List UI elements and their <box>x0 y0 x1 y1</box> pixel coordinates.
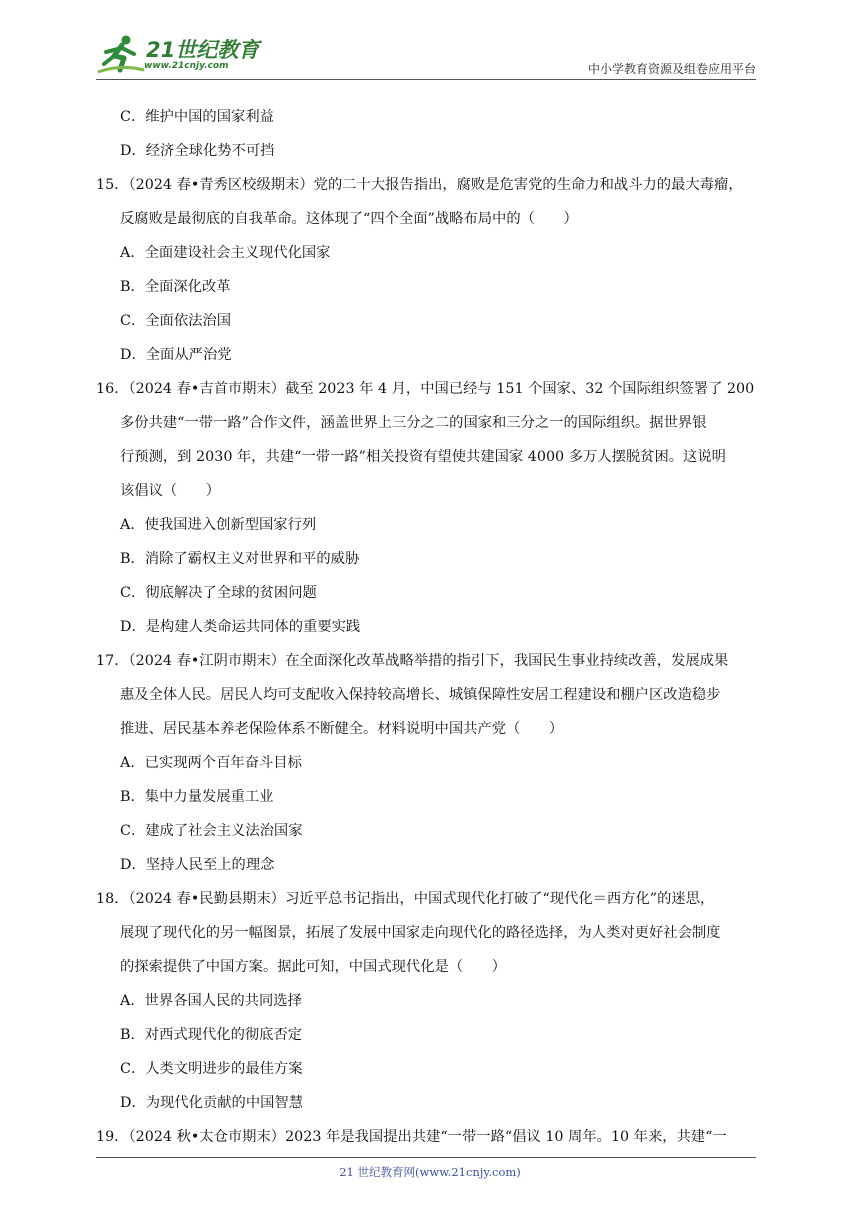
runner-logo-icon <box>96 34 146 76</box>
site-logo[interactable] <box>96 34 266 76</box>
question-stem-line: 多份共建“一带一路”合作文件，涵盖世界上三分之二的国家和三分之一的国际组织。据世界银 <box>120 415 707 431</box>
question-stem-17: 17．（2024 春•江阴市期末）在全面深化改革战略举措的指引下，我国民生事业持续改善，发展成果 <box>96 653 729 669</box>
question-stem-line: 惠及全体人民。居民人均可支配收入保持较高增长、城镇保障性安居工程建设和棚户区改造稳步 <box>120 687 721 703</box>
question-stem-15: 15．（2024 春•青秀区校级期末）党的二十大报告指出，腐败是危害党的生命力和战斗力的最大毒瘤， <box>96 177 743 193</box>
option-line: B．全面深化改革 <box>120 279 231 295</box>
option-line: A．已实现两个百年奋斗目标 <box>120 755 302 771</box>
option-line: B．集中力量发展重工业 <box>120 789 274 805</box>
page-footer[interactable]: 21 世纪教育网(www.21cnjy.com) <box>339 1165 521 1179</box>
question-stem-19: 19．（2024 秋•太仓市期末）2023 年是我国提出共建“一带一路“倡议 10 周年。10 年来，共建“一 <box>96 1129 727 1145</box>
platform-name: 中小学教育资源及组卷应用平台 <box>587 62 756 76</box>
option-line: A．全面建设社会主义现代化国家 <box>120 245 331 261</box>
option-line: B．消除了霸权主义对世界和平的威胁 <box>120 551 360 567</box>
question-stem-line: 该倡议（ ） <box>120 483 221 499</box>
option-line: C．人类文明进步的最佳方案 <box>120 1061 303 1077</box>
option-line: D．坚持人民至上的理念 <box>120 857 275 873</box>
option-line: C．彻底解决了全球的贫困问题 <box>120 585 317 601</box>
header-divider <box>96 79 756 80</box>
question-stem-line: 展现了现代化的另一幅图景，拓展了发展中国家走向现代化的路径选择，为人类对更好社会制度 <box>120 925 721 941</box>
option-line: C．全面依法治国 <box>120 313 232 329</box>
page-header <box>96 30 756 80</box>
logo-url: www.21cnjy.com <box>144 61 229 71</box>
question-stem-16: 16．（2024 春•吉首市期末）截至 2023 年 4 月，中国已经与 151 个国家、32 个国际组织签署了 200 <box>96 381 755 397</box>
option-line: C．维护中国的国家利益 <box>120 109 274 125</box>
option-line: C．建成了社会主义法治国家 <box>120 823 303 839</box>
question-stem-line: 反腐败是最彻底的自我革命。这体现了“四个全面”战略布局中的（ ） <box>120 211 578 227</box>
option-line: D．全面从严治党 <box>120 347 232 363</box>
option-line: B．对西式现代化的彻底否定 <box>120 1027 303 1043</box>
question-content <box>96 100 764 1154</box>
option-line: D．是构建人类命运共同体的重要实践 <box>120 619 361 635</box>
option-line: D．经济全球化势不可挡 <box>120 143 275 159</box>
option-line: A．使我国进入创新型国家行列 <box>120 517 317 533</box>
option-line: A．世界各国人民的共同选择 <box>120 993 302 1009</box>
question-stem-line: 的探索提供了中国方案。据此可知，中国式现代化是（ ） <box>120 959 507 975</box>
footer-divider <box>96 1157 756 1158</box>
question-stem-18: 18．（2024 春•民勤县期末）习近平总书记指出，中国式现代化打破了“现代化＝西方化”的迷思， <box>96 891 715 907</box>
logo-title: 21世纪教育 <box>146 38 260 62</box>
option-line: D．为现代化贡献的中国智慧 <box>120 1095 304 1111</box>
question-stem-line: 行预测，到 2030 年，共建“一带一路”相关投资有望使共建国家 4000 多万人摆脱贫困。这说明 <box>120 449 726 465</box>
question-stem-line: 推进、居民基本养老保险体系不断健全。材料说明中国共产党（ ） <box>120 721 564 737</box>
